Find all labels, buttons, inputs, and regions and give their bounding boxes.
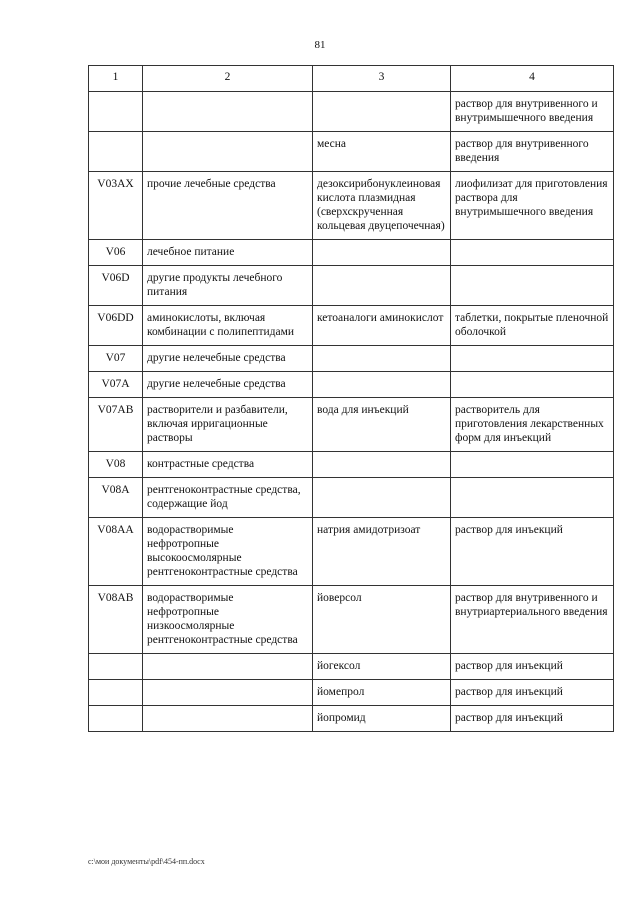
dosage-form-cell <box>451 346 614 372</box>
footer-file-path: c:\мои документы\pdf\454-пп.docx <box>88 857 205 866</box>
dosage-form-cell: раствор для инъекций <box>451 654 614 680</box>
group-name-cell: рентгеноконтрастные средства, содержащие йод <box>143 478 313 518</box>
substance-cell <box>313 478 451 518</box>
table-row <box>89 452 614 478</box>
table-row <box>89 372 614 398</box>
substance-cell: месна <box>313 132 451 172</box>
atc-code-cell: V06D <box>89 266 143 306</box>
table-row <box>89 654 614 680</box>
substance-cell <box>313 266 451 306</box>
dosage-form-cell <box>451 452 614 478</box>
dosage-form-cell: раствор для инъекций <box>451 518 614 586</box>
group-name-cell <box>143 706 313 732</box>
atc-code-cell: V08 <box>89 452 143 478</box>
atc-code-cell <box>89 132 143 172</box>
atc-code-cell <box>89 92 143 132</box>
group-name-cell: другие нелечебные средства <box>143 346 313 372</box>
group-name-cell: другие продукты лечебного питания <box>143 266 313 306</box>
group-name-cell <box>143 680 313 706</box>
table-row <box>89 92 614 132</box>
table-row <box>89 478 614 518</box>
dosage-form-cell: раствор для инъекций <box>451 706 614 732</box>
group-name-cell: водорастворимые нефротропные низкоосмолярные рентгеноконтрастные средства <box>143 586 313 654</box>
dosage-form-cell <box>451 266 614 306</box>
group-name-cell: водорастворимые нефротропные высокоосмолярные рентгеноконтрастные средства <box>143 518 313 586</box>
substance-cell <box>313 240 451 266</box>
atc-code-cell: V03AX <box>89 172 143 240</box>
substance-cell <box>313 346 451 372</box>
atc-code-cell: V08AB <box>89 586 143 654</box>
column-header-2: 2 <box>143 66 313 92</box>
table-row <box>89 266 614 306</box>
group-name-cell: лечебное питание <box>143 240 313 266</box>
table-body <box>89 92 614 732</box>
column-header-3: 3 <box>313 66 451 92</box>
substance-cell: кетоаналоги аминокислот <box>313 306 451 346</box>
dosage-form-cell <box>451 478 614 518</box>
group-name-cell <box>143 92 313 132</box>
table-row <box>89 680 614 706</box>
substance-cell <box>313 92 451 132</box>
page-number: 81 <box>314 39 326 51</box>
atc-code-cell: V07AB <box>89 398 143 452</box>
atc-code-cell: V08A <box>89 478 143 518</box>
table-row <box>89 346 614 372</box>
dosage-form-cell: лиофилизат для приготовления раствора для внутримышечного введения <box>451 172 614 240</box>
substance-cell: вода для инъекций <box>313 398 451 452</box>
table-row <box>89 518 614 586</box>
table-row <box>89 586 614 654</box>
substance-cell <box>313 372 451 398</box>
table-row <box>89 398 614 452</box>
substance-cell: дезоксирибонуклеиновая кислота плазмидная (сверхскрученная кольцевая двуцепочечная) <box>313 172 451 240</box>
table-row <box>89 240 614 266</box>
substance-cell: йогексол <box>313 654 451 680</box>
substance-cell: йомепрол <box>313 680 451 706</box>
column-header-4: 4 <box>451 66 614 92</box>
table-row <box>89 132 614 172</box>
atc-code-cell: V07 <box>89 346 143 372</box>
group-name-cell: прочие лечебные средства <box>143 172 313 240</box>
dosage-form-cell: раствор для внутривенного и внутриартериального введения <box>451 586 614 654</box>
substance-cell: йоверсол <box>313 586 451 654</box>
table-header-row <box>89 66 614 92</box>
substance-cell: йопромид <box>313 706 451 732</box>
column-header-1: 1 <box>89 66 143 92</box>
group-name-cell: аминокислоты, включая комбинации с полипептидами <box>143 306 313 346</box>
atc-code-cell <box>89 680 143 706</box>
group-name-cell <box>143 132 313 172</box>
dosage-form-cell <box>451 240 614 266</box>
drug-classification-table <box>88 65 614 732</box>
atc-code-cell: V06DD <box>89 306 143 346</box>
atc-code-cell: V06 <box>89 240 143 266</box>
dosage-form-cell: таблетки, покрытые пленочной оболочкой <box>451 306 614 346</box>
dosage-form-cell: раствор для внутривенного и внутримышечного введения <box>451 92 614 132</box>
table-row <box>89 706 614 732</box>
dosage-form-cell: раствор для инъекций <box>451 680 614 706</box>
dosage-form-cell <box>451 372 614 398</box>
table-row <box>89 306 614 346</box>
atc-code-cell: V08AA <box>89 518 143 586</box>
atc-code-cell <box>89 654 143 680</box>
atc-code-cell: V07A <box>89 372 143 398</box>
substance-cell: натрия амидотризоат <box>313 518 451 586</box>
dosage-form-cell: раствор для внутривенного введения <box>451 132 614 172</box>
group-name-cell: другие нелечебные средства <box>143 372 313 398</box>
group-name-cell <box>143 654 313 680</box>
atc-code-cell <box>89 706 143 732</box>
group-name-cell: контрастные средства <box>143 452 313 478</box>
table-row <box>89 172 614 240</box>
substance-cell <box>313 452 451 478</box>
group-name-cell: растворители и разбавители, включая ирригационные растворы <box>143 398 313 452</box>
dosage-form-cell: растворитель для приготовления лекарственных форм для инъекций <box>451 398 614 452</box>
